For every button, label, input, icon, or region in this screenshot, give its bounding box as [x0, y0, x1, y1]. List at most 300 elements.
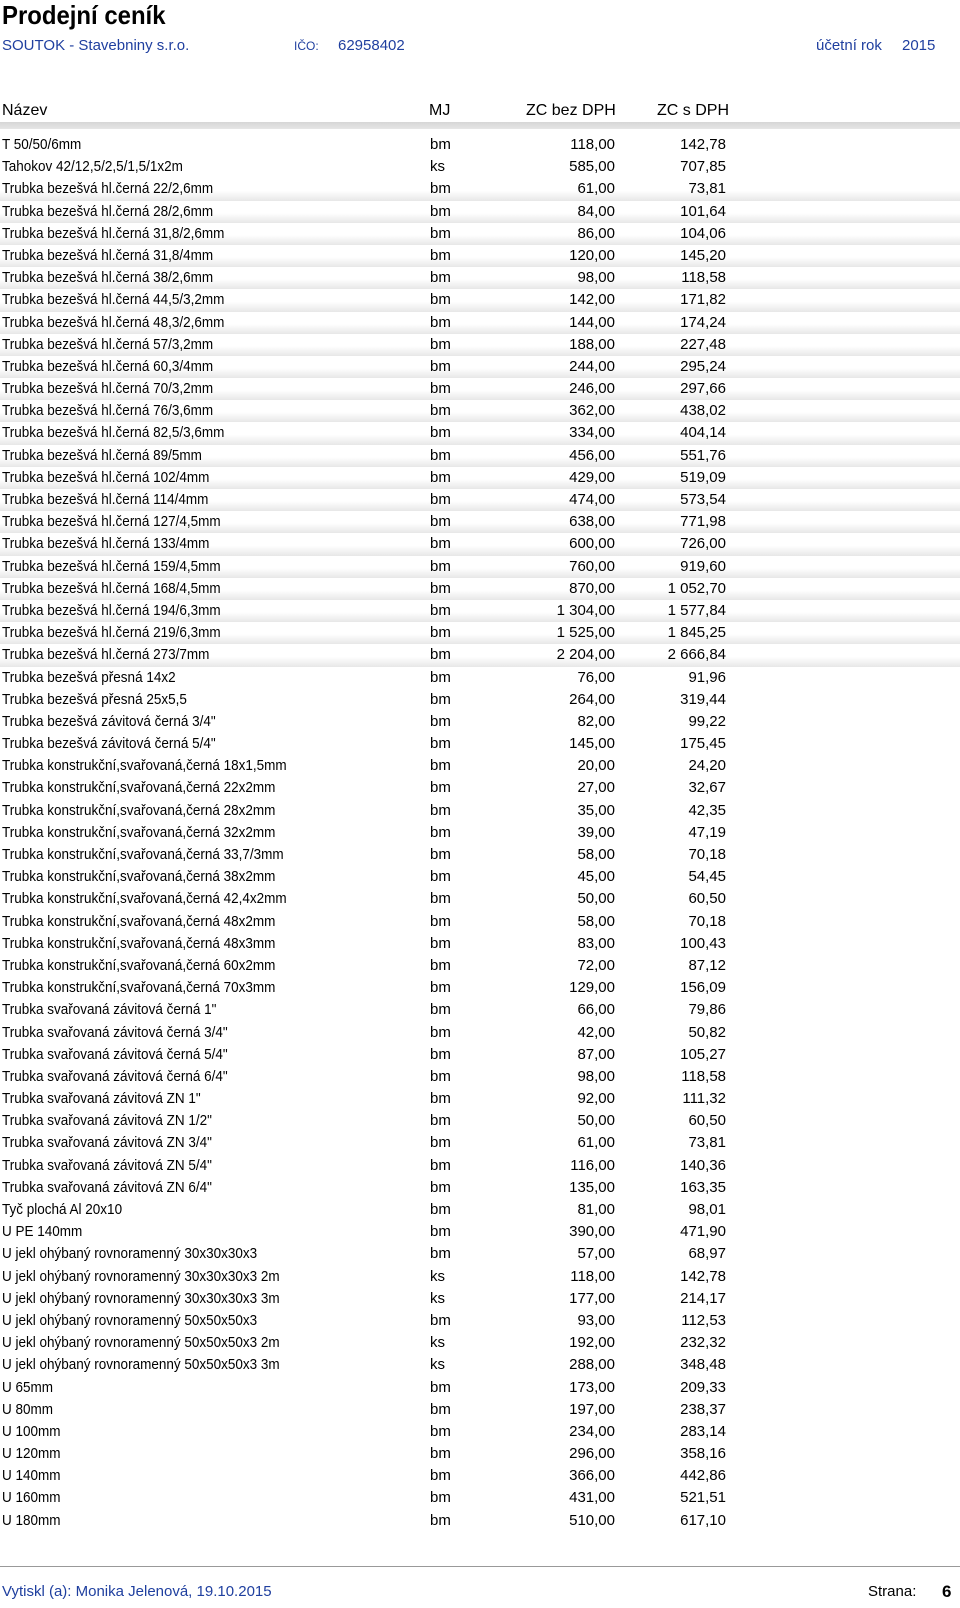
document-title: Prodejní ceník: [2, 0, 166, 30]
item-unit: bm: [430, 1001, 451, 1019]
item-unit: bm: [430, 136, 451, 153]
item-unit: bm: [430, 335, 451, 353]
item-unit: bm: [430, 579, 451, 597]
item-price-gross: 118,58: [681, 1067, 726, 1085]
item-price-gross: 726,00: [680, 535, 726, 553]
item-price-net: 58,00: [577, 912, 615, 930]
item-name: U jekl ohýbaný rovnoramenný 50x50x50x3 2m: [2, 1334, 280, 1352]
item-name: Trubka bezešvá hl.černá 168/4,5mm: [2, 579, 221, 597]
item-price-net: 135,00: [569, 1178, 615, 1196]
table-row: [0, 1022, 960, 1044]
table-row: [0, 689, 960, 711]
item-unit: bm: [430, 424, 451, 442]
item-price-gross: 145,20: [680, 246, 726, 264]
item-name: Trubka svařovaná závitová černá 5/4": [2, 1045, 228, 1063]
table-row: [0, 1377, 960, 1399]
item-price-net: 81,00: [577, 1201, 615, 1218]
item-price-gross: 471,90: [680, 1223, 726, 1241]
item-price-net: 246,00: [569, 380, 615, 398]
table-row: [0, 1066, 960, 1088]
printed-by: Vytiskl (a): Monika Jelenová, 19.10.2015: [2, 1583, 272, 1600]
table-row: [0, 888, 960, 910]
item-price-net: 600,00: [569, 535, 615, 553]
item-price-net: 197,00: [569, 1400, 615, 1418]
item-price-net: 142,00: [569, 291, 615, 309]
item-price-gross: 297,66: [680, 380, 726, 398]
item-price-net: 244,00: [569, 357, 615, 375]
item-price-net: 87,00: [577, 1045, 615, 1063]
table-row: [0, 955, 960, 977]
table-row: [0, 467, 960, 489]
item-unit: bm: [430, 468, 451, 486]
item-price-net: 129,00: [569, 979, 615, 997]
item-price-net: 188,00: [569, 335, 615, 353]
table-row: [0, 223, 960, 245]
item-price-net: 264,00: [569, 690, 615, 708]
item-price-gross: 1 577,84: [667, 601, 726, 619]
item-price-net: 456,00: [569, 446, 615, 464]
item-name: T 50/50/6mm: [2, 136, 82, 153]
table-row: [0, 1443, 960, 1465]
item-price-net: 82,00: [577, 712, 615, 730]
item-price-gross: 348,48: [680, 1356, 726, 1374]
item-unit: bm: [430, 1378, 451, 1396]
item-name: Trubka svařovaná závitová ZN 5/4": [2, 1156, 212, 1174]
item-name: Trubka bezešvá hl.černá 76/3,6mm: [2, 402, 214, 420]
item-price-gross: 209,33: [680, 1378, 726, 1396]
item-price-gross: 47,19: [688, 823, 726, 841]
ico-label: IČO:: [294, 39, 319, 53]
company-info-line: [0, 36, 960, 56]
item-price-gross: 70,18: [688, 912, 726, 930]
item-price-net: 86,00: [577, 224, 615, 242]
item-price-gross: 617,10: [680, 1511, 726, 1529]
item-unit: bm: [430, 956, 451, 974]
item-name: Trubka bezešvá hl.černá 194/6,3mm: [2, 601, 221, 619]
item-name: Trubka bezešvá hl.černá 60,3/4mm: [2, 357, 214, 375]
table-row: [0, 289, 960, 311]
item-price-gross: 404,14: [680, 424, 726, 442]
table-row: [0, 822, 960, 844]
item-price-gross: 919,60: [680, 557, 726, 575]
item-price-gross: 319,44: [680, 690, 726, 708]
item-name: Trubka konstrukční,svařovaná,černá 42,4x2mm: [2, 890, 287, 908]
item-price-gross: 73,81: [688, 1134, 726, 1152]
item-unit: bm: [430, 1400, 451, 1418]
item-unit: ks: [430, 1267, 445, 1285]
item-price-net: 296,00: [569, 1445, 615, 1463]
item-price-net: 145,00: [569, 735, 615, 753]
item-price-gross: 227,48: [680, 335, 726, 353]
item-price-gross: 156,09: [680, 979, 726, 997]
item-price-net: 638,00: [569, 513, 615, 531]
item-price-net: 61,00: [577, 180, 615, 198]
item-unit: bm: [430, 1067, 451, 1085]
item-unit: bm: [430, 402, 451, 420]
item-price-net: 192,00: [569, 1334, 615, 1352]
item-price-gross: 442,86: [680, 1467, 726, 1485]
item-price-net: 45,00: [577, 868, 615, 886]
table-row: [0, 511, 960, 533]
item-price-gross: 2 666,84: [667, 646, 726, 664]
item-name: U jekl ohýbaný rovnoramenný 30x30x30x3 3m: [2, 1289, 280, 1307]
table-row: [0, 622, 960, 644]
item-name: Trubka bezešvá hl.černá 44,5/3,2mm: [2, 291, 225, 309]
item-price-net: 585,00: [569, 158, 615, 176]
item-price-net: 92,00: [577, 1090, 615, 1108]
item-price-gross: 1 845,25: [667, 624, 726, 642]
item-price-gross: 238,37: [680, 1400, 726, 1418]
item-name: Trubka konstrukční,svařovaná,černá 60x2mm: [2, 956, 276, 974]
item-price-net: 83,00: [577, 934, 615, 952]
page-footer: [0, 1580, 960, 1604]
table-row: [0, 777, 960, 799]
item-name: Trubka konstrukční,svařovaná,černá 48x2mm: [2, 912, 276, 930]
table-row: [0, 1421, 960, 1443]
item-name: Trubka bezešvá přesná 14x2: [2, 668, 176, 686]
item-price-gross: 1 052,70: [667, 579, 726, 597]
item-name: Trubka bezešvá závitová černá 3/4": [2, 712, 216, 730]
item-unit: bm: [430, 1467, 451, 1485]
table-row: [0, 1266, 960, 1288]
item-name: Trubka bezešvá hl.černá 57/3,2mm: [2, 335, 214, 353]
item-unit: bm: [430, 1245, 451, 1263]
item-price-net: 234,00: [569, 1422, 615, 1440]
item-name: Trubka bezešvá hl.černá 28/2,6mm: [2, 202, 214, 220]
table-row: [0, 755, 960, 777]
item-name: U PE 140mm: [2, 1223, 83, 1241]
item-name: Trubka konstrukční,svařovaná,černá 22x2mm: [2, 779, 276, 797]
column-header-price-net: ZC bez DPH: [526, 102, 616, 119]
item-name: Trubka bezešvá hl.černá 89/5mm: [2, 446, 202, 464]
item-price-gross: 100,43: [680, 934, 726, 952]
item-unit: bm: [430, 1023, 451, 1041]
item-unit: bm: [430, 1134, 451, 1152]
price-table: [0, 134, 960, 1532]
item-unit: bm: [430, 1311, 451, 1329]
item-unit: bm: [430, 557, 451, 575]
item-price-gross: 358,16: [680, 1445, 726, 1463]
table-row: [0, 178, 960, 200]
table-row: [0, 267, 960, 289]
item-price-gross: 771,98: [680, 513, 726, 531]
item-unit: bm: [430, 202, 451, 220]
item-price-net: 118,00: [570, 136, 615, 153]
table-row: [0, 1155, 960, 1177]
item-price-gross: 111,32: [682, 1090, 726, 1108]
item-price-net: 58,00: [577, 846, 615, 863]
item-price-net: 474,00: [569, 491, 615, 508]
item-price-net: 334,00: [569, 424, 615, 442]
item-name: Trubka bezešvá hl.černá 133/4mm: [2, 535, 210, 553]
column-header-name: Název: [2, 102, 48, 119]
item-price-net: 98,00: [577, 269, 615, 287]
table-row: [0, 1199, 960, 1221]
item-unit: bm: [430, 513, 451, 531]
item-price-net: 39,00: [577, 823, 615, 841]
item-name: Trubka konstrukční,svařovaná,černá 32x2mm: [2, 823, 276, 841]
item-unit: bm: [430, 1445, 451, 1463]
item-name: Trubka bezešvá hl.černá 159/4,5mm: [2, 557, 221, 575]
item-price-net: 61,00: [577, 1134, 615, 1152]
item-price-gross: 112,53: [681, 1311, 726, 1329]
item-price-gross: 98,01: [688, 1201, 726, 1218]
table-row: [0, 1310, 960, 1332]
item-unit: bm: [430, 757, 451, 775]
item-price-net: 144,00: [569, 313, 615, 331]
item-unit: bm: [430, 1223, 451, 1241]
item-price-gross: 105,27: [680, 1045, 726, 1063]
item-price-net: 57,00: [577, 1245, 615, 1263]
table-row: [0, 733, 960, 755]
item-price-net: 760,00: [569, 557, 615, 575]
item-unit: bm: [430, 446, 451, 464]
fiscal-year-label: účetní rok: [816, 37, 882, 54]
column-header-unit: MJ: [429, 102, 451, 119]
item-unit: bm: [430, 1422, 451, 1440]
item-price-gross: 50,82: [688, 1023, 726, 1041]
item-name: U 140mm: [2, 1467, 61, 1485]
item-price-gross: 73,81: [688, 180, 726, 198]
item-unit: ks: [430, 1334, 445, 1352]
header-divider: [0, 122, 960, 129]
item-name: Trubka bezešvá hl.černá 102/4mm: [2, 468, 210, 486]
item-unit: bm: [430, 1489, 451, 1507]
item-unit: bm: [430, 380, 451, 398]
table-row: [0, 556, 960, 578]
item-price-net: 118,00: [570, 1267, 615, 1285]
table-row: [0, 667, 960, 689]
item-price-net: 93,00: [577, 1311, 615, 1329]
ico-value: 62958402: [338, 37, 405, 54]
item-unit: ks: [430, 1289, 445, 1307]
table-row: [0, 1465, 960, 1487]
item-price-net: 431,00: [569, 1489, 615, 1507]
footer-divider: [0, 1566, 960, 1567]
table-row: [0, 356, 960, 378]
table-row: [0, 201, 960, 223]
item-price-gross: 140,36: [680, 1156, 726, 1174]
table-header: [0, 100, 960, 122]
item-name: Trubka svařovaná závitová černá 6/4": [2, 1067, 228, 1085]
item-price-net: 84,00: [577, 202, 615, 220]
item-price-net: 66,00: [577, 1001, 615, 1019]
table-row: [0, 866, 960, 888]
item-price-gross: 118,58: [681, 269, 726, 287]
table-row: [0, 445, 960, 467]
table-row: [0, 1288, 960, 1310]
table-row: [0, 1044, 960, 1066]
item-price-gross: 232,32: [680, 1334, 726, 1352]
item-name: Tahokov 42/12,5/2,5/1,5/1x2m: [2, 158, 183, 176]
item-unit: bm: [430, 646, 451, 664]
item-price-gross: 68,97: [688, 1245, 726, 1263]
table-row: [0, 334, 960, 356]
table-row: [0, 245, 960, 267]
table-row: [0, 312, 960, 334]
company-name: SOUTOK - Stavebniny s.r.o.: [2, 37, 190, 54]
item-price-gross: 214,17: [680, 1289, 726, 1307]
item-name: Trubka konstrukční,svařovaná,černá 48x3mm: [2, 934, 276, 952]
item-name: U 160mm: [2, 1489, 61, 1507]
table-row: [0, 1487, 960, 1509]
table-row: [0, 1243, 960, 1265]
column-header-price-gross: ZC s DPH: [657, 102, 729, 119]
table-row: [0, 600, 960, 622]
item-price-net: 50,00: [577, 890, 615, 908]
table-row: [0, 1221, 960, 1243]
item-name: U jekl ohýbaný rovnoramenný 30x30x30x3: [2, 1245, 258, 1263]
page-number: 6: [942, 1582, 952, 1601]
item-unit: bm: [430, 624, 451, 642]
item-price-net: 76,00: [577, 668, 615, 686]
item-name: U jekl ohýbaný rovnoramenný 30x30x30x3 2m: [2, 1267, 280, 1285]
item-name: U 120mm: [2, 1445, 61, 1463]
item-price-net: 72,00: [577, 956, 615, 974]
item-unit: ks: [430, 1356, 445, 1374]
item-name: Trubka svařovaná závitová černá 3/4": [2, 1023, 228, 1041]
item-price-net: 288,00: [569, 1356, 615, 1374]
item-name: Trubka konstrukční,svařovaná,černá 33,7/3mm: [2, 846, 284, 863]
item-unit: ks: [430, 158, 445, 176]
item-unit: bm: [430, 735, 451, 753]
item-price-net: 98,00: [577, 1067, 615, 1085]
item-unit: bm: [430, 1511, 451, 1529]
item-name: U 80mm: [2, 1400, 54, 1418]
item-price-gross: 171,82: [680, 291, 726, 309]
table-row: [0, 711, 960, 733]
item-name: Trubka bezešvá hl.černá 114/4mm: [2, 491, 209, 508]
table-row: [0, 844, 960, 866]
item-price-gross: 283,14: [680, 1422, 726, 1440]
table-row: [0, 400, 960, 422]
item-name: U jekl ohýbaný rovnoramenný 50x50x50x3 3m: [2, 1356, 280, 1374]
table-row: [0, 1110, 960, 1132]
item-price-net: 120,00: [569, 246, 615, 264]
item-price-gross: 521,51: [680, 1489, 726, 1507]
item-name: Trubka svařovaná závitová černá 1": [2, 1001, 217, 1019]
table-row: [0, 933, 960, 955]
item-unit: bm: [430, 291, 451, 309]
item-price-gross: 91,96: [688, 668, 726, 686]
item-price-gross: 174,24: [680, 313, 726, 331]
item-price-net: 173,00: [569, 1378, 615, 1396]
item-unit: bm: [430, 491, 451, 508]
item-price-gross: 163,35: [680, 1178, 726, 1196]
item-name: Trubka bezešvá hl.černá 31,8/4mm: [2, 246, 214, 264]
table-row: [0, 1132, 960, 1154]
item-unit: bm: [430, 668, 451, 686]
item-unit: bm: [430, 846, 451, 863]
item-name: Trubka bezešvá hl.černá 82,5/3,6mm: [2, 424, 225, 442]
item-name: Trubka bezešvá hl.černá 219/6,3mm: [2, 624, 221, 642]
item-name: U jekl ohýbaný rovnoramenný 50x50x50x3: [2, 1311, 258, 1329]
item-price-net: 2 204,00: [556, 646, 615, 664]
item-unit: bm: [430, 357, 451, 375]
item-name: Trubka bezešvá hl.černá 273/7mm: [2, 646, 210, 664]
item-price-net: 50,00: [577, 1112, 615, 1130]
item-price-net: 429,00: [569, 468, 615, 486]
item-price-gross: 79,86: [688, 1001, 726, 1019]
item-unit: bm: [430, 313, 451, 331]
item-unit: bm: [430, 1112, 451, 1130]
item-unit: bm: [430, 1201, 451, 1218]
table-row: [0, 644, 960, 666]
table-row: [0, 1177, 960, 1199]
item-name: Trubka bezešvá hl.černá 70/3,2mm: [2, 380, 214, 398]
item-price-gross: 551,76: [680, 446, 726, 464]
table-row: [0, 977, 960, 999]
item-unit: bm: [430, 823, 451, 841]
item-price-gross: 142,78: [680, 136, 726, 153]
item-unit: bm: [430, 246, 451, 264]
item-price-gross: 519,09: [680, 468, 726, 486]
item-name: Trubka svařovaná závitová ZN 1": [2, 1090, 201, 1108]
item-price-gross: 54,45: [688, 868, 726, 886]
fiscal-year-value: 2015: [902, 37, 936, 54]
table-row: [0, 1088, 960, 1110]
item-unit: bm: [430, 712, 451, 730]
table-row: [0, 911, 960, 933]
item-unit: bm: [430, 1178, 451, 1196]
item-name: Trubka bezešvá přesná 25x5,5: [2, 690, 187, 708]
table-row: [0, 1510, 960, 1532]
item-price-net: 20,00: [577, 757, 615, 775]
item-price-net: 1 304,00: [556, 601, 615, 619]
table-row: [0, 533, 960, 555]
item-price-net: 366,00: [569, 1467, 615, 1485]
item-name: Trubka svařovaná závitová ZN 3/4": [2, 1134, 212, 1152]
item-price-net: 116,00: [570, 1156, 615, 1174]
item-unit: bm: [430, 180, 451, 198]
item-unit: bm: [430, 1156, 451, 1174]
item-price-net: 177,00: [569, 1289, 615, 1307]
item-name: Trubka bezešvá hl.černá 31,8/2,6mm: [2, 224, 225, 242]
item-unit: bm: [430, 779, 451, 797]
table-row: [0, 1399, 960, 1421]
item-price-gross: 24,20: [688, 757, 726, 775]
table-row: [0, 578, 960, 600]
table-row: [0, 1332, 960, 1354]
item-unit: bm: [430, 535, 451, 553]
item-name: U 180mm: [2, 1511, 61, 1529]
item-name: Trubka bezešvá závitová černá 5/4": [2, 735, 216, 753]
table-row: [0, 378, 960, 400]
item-unit: bm: [430, 690, 451, 708]
item-price-gross: 32,67: [688, 779, 726, 797]
table-row: [0, 489, 960, 511]
table-row: [0, 800, 960, 822]
item-price-net: 510,00: [569, 1511, 615, 1529]
item-unit: bm: [430, 801, 451, 819]
item-name: U 65mm: [2, 1378, 54, 1396]
item-name: Trubka konstrukční,svařovaná,černá 28x2mm: [2, 801, 276, 819]
item-price-gross: 175,45: [680, 735, 726, 753]
item-price-net: 362,00: [569, 402, 615, 420]
item-price-net: 390,00: [569, 1223, 615, 1241]
item-unit: bm: [430, 979, 451, 997]
item-name: Trubka bezešvá hl.černá 48,3/2,6mm: [2, 313, 225, 331]
table-row: [0, 422, 960, 444]
item-name: Trubka svařovaná závitová ZN 6/4": [2, 1178, 212, 1196]
item-price-gross: 101,64: [680, 202, 726, 220]
item-price-gross: 87,12: [688, 956, 726, 974]
table-row: [0, 1354, 960, 1376]
item-price-net: 1 525,00: [556, 624, 615, 642]
item-name: Trubka bezešvá hl.černá 22/2,6mm: [2, 180, 214, 198]
item-unit: bm: [430, 269, 451, 287]
item-unit: bm: [430, 601, 451, 619]
